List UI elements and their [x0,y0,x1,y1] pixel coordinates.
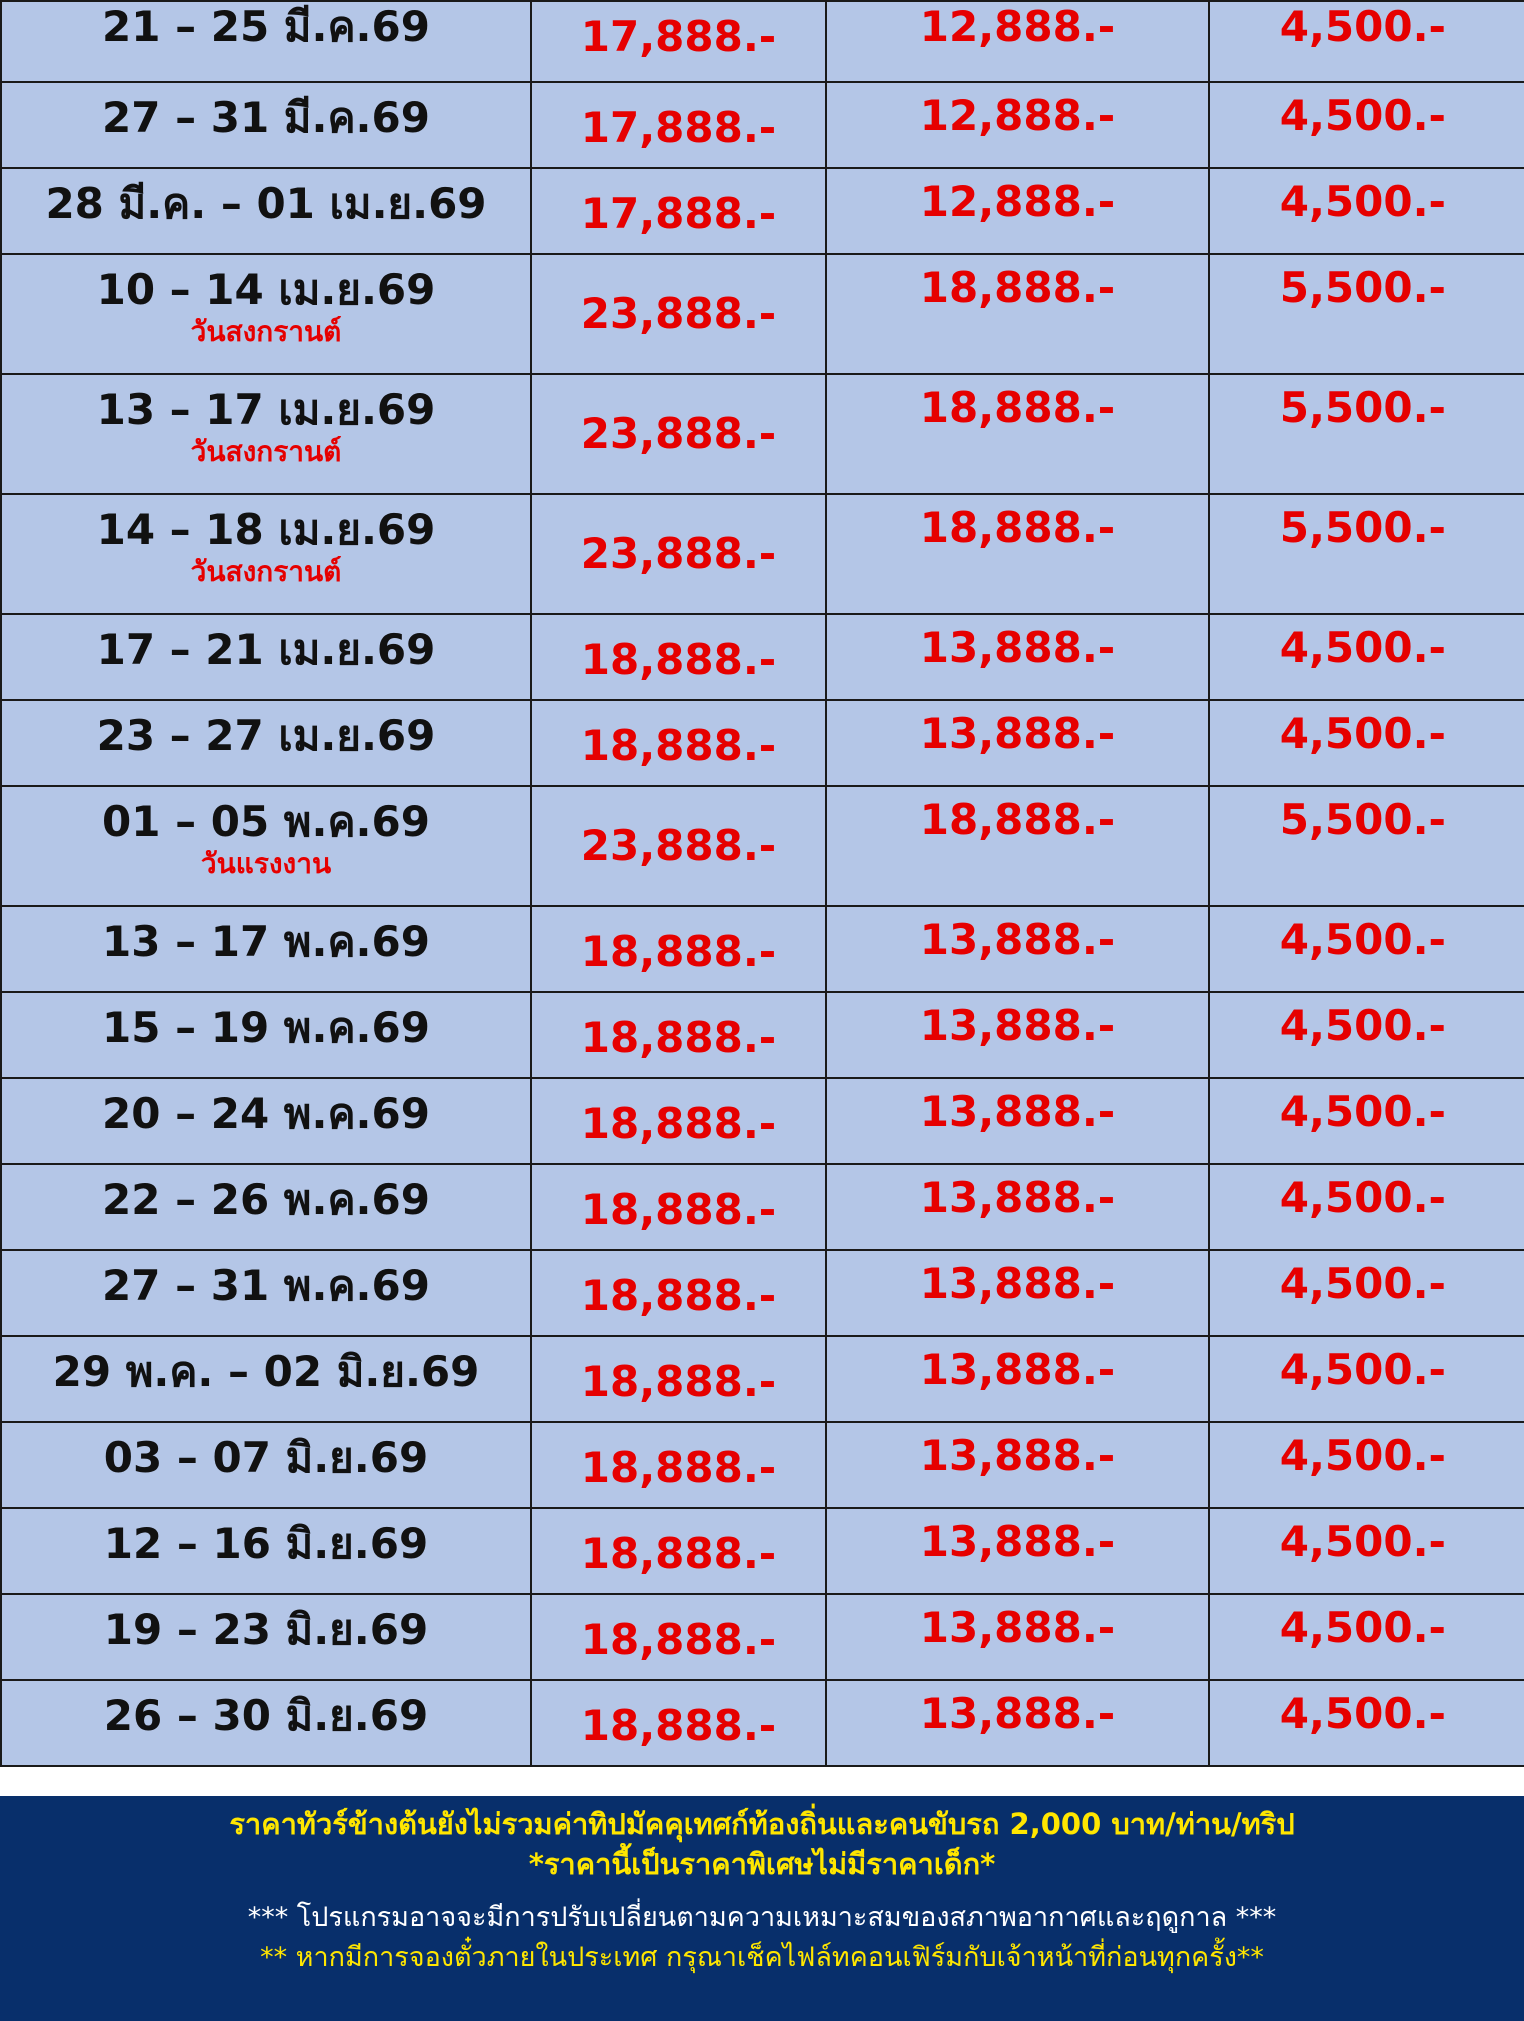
table-row [1,906,1524,992]
price-secondary-cell [826,374,1209,494]
table-row [1,1680,1524,1766]
table-row [1,1164,1524,1250]
table-row [1,168,1524,254]
price-secondary-cell [826,1422,1209,1508]
travel-date: 23 – 27 เม.ย.69 [96,711,436,760]
price-supplement: 4,500.- [1279,1345,1446,1394]
price-secondary: 13,888.- [919,1173,1116,1222]
table-row [1,494,1524,614]
footer-domestic-flight-note: ** หากมีการจองตั๋วภายในประเทศ กรุณาเช็คไฟล์ทคอนเฟิร์มกับเจ้าหน้าที่ก่อนทุกครั้ง** [260,1942,1264,1973]
price-supplement: 5,500.- [1279,503,1446,552]
price-main: 18,888.- [580,1443,777,1492]
travel-date: 14 – 18 เม.ย.69 [96,505,436,554]
price-main: 18,888.- [580,721,777,770]
price-supplement: 4,500.- [1279,1087,1446,1136]
date-cell [1,1422,531,1508]
price-supplement-cell [1209,494,1524,614]
price-secondary-cell [826,1,1209,82]
price-main-cell [531,1594,826,1680]
price-secondary-cell [826,254,1209,374]
price-main: 18,888.- [580,1701,777,1750]
price-secondary: 13,888.- [919,1517,1116,1566]
price-table-body [1,1,1524,1766]
date-cell [1,494,531,614]
price-supplement: 5,500.- [1279,383,1446,432]
price-main-cell [531,1250,826,1336]
price-secondary: 13,888.- [919,1259,1116,1308]
price-supplement: 4,500.- [1279,623,1446,672]
date-cell [1,1336,531,1422]
price-main: 23,888.- [580,409,777,458]
price-secondary: 18,888.- [919,503,1116,552]
price-supplement: 4,500.- [1279,1517,1446,1566]
table-row [1,1250,1524,1336]
price-main: 18,888.- [580,1529,777,1578]
price-supplement: 4,500.- [1279,91,1446,140]
travel-date: 13 – 17 เม.ย.69 [96,385,436,434]
date-cell [1,700,531,786]
price-secondary: 12,888.- [919,91,1116,140]
price-supplement-cell [1209,1680,1524,1766]
table-row [1,1508,1524,1594]
travel-date: 20 – 24 พ.ค.69 [102,1089,430,1138]
price-secondary-cell [826,1594,1209,1680]
price-main-cell [531,1422,826,1508]
date-cell [1,992,531,1078]
price-supplement: 4,500.- [1279,1001,1446,1050]
table-row [1,786,1524,906]
travel-date: 10 – 14 เม.ย.69 [96,265,436,314]
date-cell [1,82,531,168]
travel-date: 15 – 19 พ.ค.69 [102,1003,430,1052]
table-row [1,992,1524,1078]
travel-date: 28 มี.ค. – 01 เม.ย.69 [45,179,487,228]
price-supplement: 4,500.- [1279,1173,1446,1222]
price-main-cell [531,1508,826,1594]
date-cell [1,254,531,374]
price-secondary-cell [826,786,1209,906]
price-secondary: 13,888.- [919,1603,1116,1652]
price-main-cell [531,374,826,494]
price-main-cell [531,168,826,254]
price-supplement: 4,500.- [1279,1431,1446,1480]
price-main-cell [531,992,826,1078]
price-main: 18,888.- [580,1271,777,1320]
price-secondary: 18,888.- [919,795,1116,844]
price-main-cell [531,494,826,614]
table-row [1,1336,1524,1422]
price-supplement-cell [1209,1508,1524,1594]
price-main-cell [531,1680,826,1766]
price-secondary-cell [826,906,1209,992]
date-cell [1,168,531,254]
price-supplement-cell [1209,906,1524,992]
price-main: 18,888.- [580,1357,777,1406]
price-main: 23,888.- [580,821,777,870]
price-supplement-cell [1209,1164,1524,1250]
price-supplement: 5,500.- [1279,263,1446,312]
price-secondary: 13,888.- [919,1087,1116,1136]
price-secondary-cell [826,1078,1209,1164]
price-secondary: 13,888.- [919,1689,1116,1738]
price-supplement: 4,500.- [1279,709,1446,758]
holiday-note: วันสงกรานต์ [190,435,342,468]
price-main: 18,888.- [580,635,777,684]
date-cell [1,1680,531,1766]
price-secondary: 12,888.- [919,177,1116,226]
price-supplement: 4,500.- [1279,1603,1446,1652]
travel-date: 03 – 07 มิ.ย.69 [103,1433,429,1482]
date-cell [1,1508,531,1594]
date-cell [1,1,531,82]
price-secondary: 13,888.- [919,915,1116,964]
price-main: 17,888.- [580,189,777,238]
price-supplement-cell [1209,82,1524,168]
price-main-cell [531,82,826,168]
travel-date: 12 – 16 มิ.ย.69 [103,1519,429,1568]
table-row [1,700,1524,786]
price-main-cell [531,786,826,906]
date-cell [1,906,531,992]
price-secondary: 13,888.- [919,1345,1116,1394]
table-row [1,1078,1524,1164]
price-secondary-cell [826,992,1209,1078]
footer-no-child-price-note: *ราคานี้เป็นราคาพิเศษไม่มีราคาเด็ก* [528,1847,996,1881]
travel-date: 27 – 31 มี.ค.69 [102,93,430,142]
price-main: 23,888.- [580,529,777,578]
price-supplement-cell [1209,1336,1524,1422]
price-main: 18,888.- [580,1013,777,1062]
table-row [1,254,1524,374]
price-secondary: 12,888.- [919,2,1116,51]
price-supplement-cell [1209,1,1524,82]
price-main: 18,888.- [580,1185,777,1234]
price-supplement: 4,500.- [1279,1689,1446,1738]
footer-program-change-note: *** โปรแกรมอาจจะมีการปรับเปลี่ยนตามความเหมาะสมของสภาพอากาศและฤดูกาล *** [247,1902,1277,1933]
price-secondary-cell [826,1164,1209,1250]
price-secondary: 18,888.- [919,263,1116,312]
price-supplement-cell [1209,168,1524,254]
price-main: 18,888.- [580,927,777,976]
date-cell [1,1078,531,1164]
date-cell [1,374,531,494]
travel-date: 21 – 25 มี.ค.69 [102,2,430,51]
price-secondary: 13,888.- [919,709,1116,758]
date-cell [1,1250,531,1336]
price-main-cell [531,614,826,700]
price-main-cell [531,1164,826,1250]
date-cell [1,786,531,906]
travel-date: 13 – 17 พ.ค.69 [102,917,430,966]
price-secondary-cell [826,1680,1209,1766]
price-main: 17,888.- [580,103,777,152]
price-supplement-cell [1209,254,1524,374]
price-secondary-cell [826,168,1209,254]
travel-date: 17 – 21 เม.ย.69 [96,625,436,674]
holiday-note: วันสงกรานต์ [190,315,342,348]
price-supplement: 4,500.- [1279,1259,1446,1308]
price-supplement: 4,500.- [1279,915,1446,964]
holiday-note: วันแรงงาน [200,847,332,880]
price-supplement-cell [1209,1078,1524,1164]
price-main-cell [531,1336,826,1422]
price-main: 17,888.- [580,12,777,61]
price-secondary-cell [826,494,1209,614]
travel-date: 01 – 05 พ.ค.69 [102,797,430,846]
price-main-cell [531,1,826,82]
price-supplement-cell [1209,614,1524,700]
price-secondary-cell [826,614,1209,700]
holiday-note: วันสงกรานต์ [190,555,342,588]
price-secondary-cell [826,700,1209,786]
price-secondary: 13,888.- [919,623,1116,672]
price-supplement: 4,500.- [1279,177,1446,226]
table-row [1,1594,1524,1680]
date-cell [1,614,531,700]
price-main-cell [531,700,826,786]
price-main-cell [531,254,826,374]
table-row [1,1422,1524,1508]
table-row [1,82,1524,168]
table-row [1,374,1524,494]
price-main-cell [531,1078,826,1164]
price-supplement: 4,500.- [1279,2,1446,51]
price-supplement-cell [1209,1422,1524,1508]
table-row [1,1,1524,82]
price-secondary: 13,888.- [919,1001,1116,1050]
travel-date: 19 – 23 มิ.ย.69 [103,1605,429,1654]
price-secondary-cell [826,1508,1209,1594]
price-supplement-cell [1209,1594,1524,1680]
price-main: 18,888.- [580,1099,777,1148]
travel-date: 26 – 30 มิ.ย.69 [103,1691,429,1740]
footer-notes [0,1796,1524,2021]
footer-tip-note: ราคาทัวร์ข้างต้นยังไม่รวมค่าทิปมัคคุเทศก์ท้องถิ่นและคนขับรถ 2,000 บาท/ท่าน/ทริป [229,1807,1295,1841]
travel-date: 27 – 31 พ.ค.69 [102,1261,430,1310]
price-main: 18,888.- [580,1615,777,1664]
price-secondary-cell [826,1250,1209,1336]
price-main: 23,888.- [580,289,777,338]
price-secondary-cell [826,82,1209,168]
price-supplement-cell [1209,992,1524,1078]
price-supplement-cell [1209,374,1524,494]
price-secondary: 18,888.- [919,383,1116,432]
date-cell [1,1594,531,1680]
price-supplement: 5,500.- [1279,795,1446,844]
travel-date: 29 พ.ค. – 02 มิ.ย.69 [52,1347,480,1396]
price-secondary: 13,888.- [919,1431,1116,1480]
price-supplement-cell [1209,1250,1524,1336]
table-row [1,614,1524,700]
price-main-cell [531,906,826,992]
price-supplement-cell [1209,700,1524,786]
date-cell [1,1164,531,1250]
price-secondary-cell [826,1336,1209,1422]
travel-date: 22 – 26 พ.ค.69 [102,1175,430,1224]
price-supplement-cell [1209,786,1524,906]
